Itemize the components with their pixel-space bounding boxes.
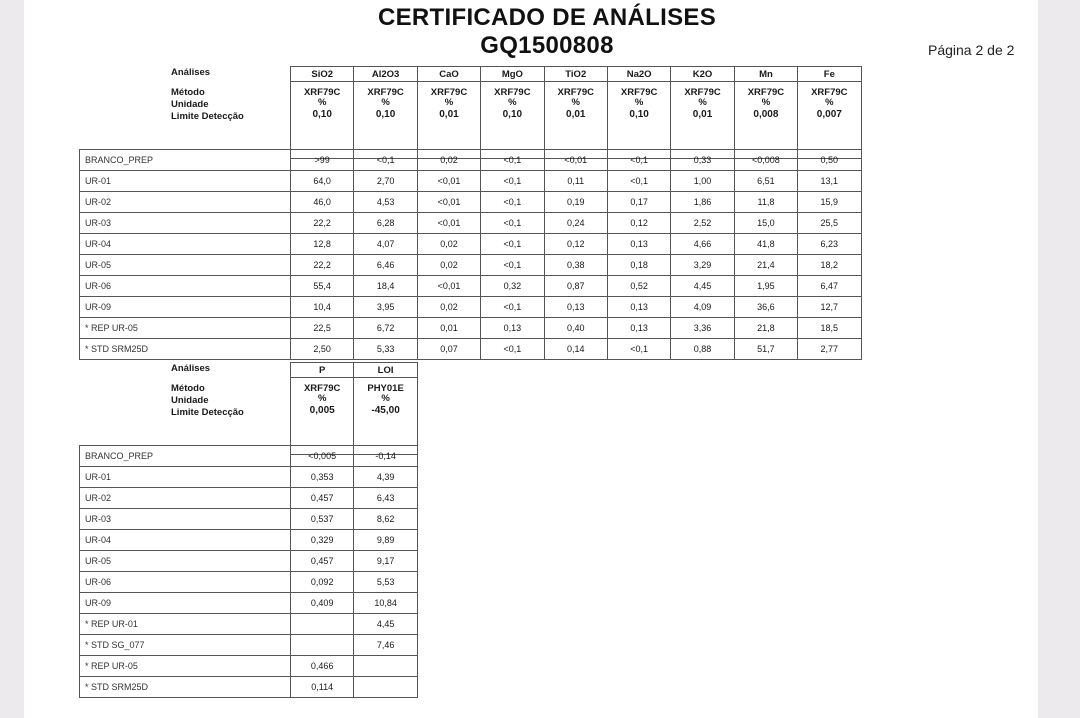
result-cell: 0,114 [291, 677, 354, 698]
result-cell: 8,62 [354, 509, 417, 530]
unit-value: % [444, 97, 454, 108]
sample-name: UR-06 [80, 276, 291, 297]
result-cell: 0,88 [671, 339, 734, 360]
method-code: XRF79C [494, 87, 531, 98]
result-cell: 6,23 [798, 234, 861, 255]
result-cell: 64,0 [291, 171, 354, 192]
result-cell: 0,13 [607, 297, 670, 318]
result-cell: 0,353 [291, 467, 354, 488]
analyte-header: SiO2 [291, 67, 354, 82]
table-row [80, 488, 418, 509]
result-cell: 6,46 [354, 255, 417, 276]
result-cell: 5,53 [354, 572, 417, 593]
method-cell [798, 82, 861, 159]
result-cell: 0,02 [417, 297, 480, 318]
analyte-row [291, 67, 862, 82]
detection-limit-value: 0,01 [439, 109, 459, 120]
table-row [80, 276, 862, 297]
result-cell: 2,50 [291, 339, 354, 360]
result-cell: 0,32 [481, 276, 544, 297]
result-cell: 22,2 [291, 255, 354, 276]
result-cell: 3,36 [671, 318, 734, 339]
result-cell: <0,1 [481, 150, 544, 171]
result-cell: 0,537 [291, 509, 354, 530]
result-cell: 22,2 [291, 213, 354, 234]
result-cell: 0,18 [607, 255, 670, 276]
result-cell: <0,1 [354, 150, 417, 171]
result-cell: 0,11 [544, 171, 607, 192]
result-cell: 6,43 [354, 488, 417, 509]
result-cell: 12,7 [798, 297, 861, 318]
method-cell [354, 82, 417, 159]
result-cell: 12,8 [291, 234, 354, 255]
result-cell: <0,1 [481, 192, 544, 213]
method-code: XRF79C [367, 87, 404, 98]
table-row [80, 255, 862, 276]
result-cell: 4,45 [354, 614, 417, 635]
result-cell: 46,0 [291, 192, 354, 213]
result-cell: 9,89 [354, 530, 417, 551]
sample-name: UR-02 [80, 488, 291, 509]
table-row [80, 614, 418, 635]
table2-header-labels [171, 363, 244, 419]
table-row [80, 150, 862, 171]
label-unit: Unidade [171, 395, 209, 406]
result-cell: 22,5 [291, 318, 354, 339]
result-cell: 0,457 [291, 488, 354, 509]
result-cell: <0,1 [481, 297, 544, 318]
method-code: XRF79C [811, 87, 848, 98]
certificate-title: CERTIFICADO DE ANÁLISES [377, 4, 717, 31]
analyte-header: LOI [354, 363, 417, 378]
method-cell [607, 82, 670, 159]
result-cell: 36,6 [734, 297, 797, 318]
method-row [291, 378, 418, 455]
result-cell: 2,52 [671, 213, 734, 234]
result-cell: 1,95 [734, 276, 797, 297]
table1-results-grid [79, 149, 862, 360]
result-cell: 3,29 [671, 255, 734, 276]
table-row [80, 446, 418, 467]
label-detection-limit: Limite Detecção [171, 111, 244, 122]
method-code: XRF79C [430, 87, 468, 98]
label-detection-limit: Limite Detecção [171, 407, 244, 418]
detection-limit-value: 0,10 [629, 109, 649, 120]
method-code: XRF79C [747, 87, 785, 98]
result-cell: <0,1 [481, 339, 544, 360]
result-cell: 41,8 [734, 234, 797, 255]
result-cell: 0,38 [544, 255, 607, 276]
result-cell: 0,092 [291, 572, 354, 593]
result-cell: 18,5 [798, 318, 861, 339]
result-cell: 1,86 [671, 192, 734, 213]
sample-name: * STD SG_077 [80, 635, 291, 656]
analyte-header: P [291, 363, 354, 378]
method-code: XRF79C [303, 383, 341, 394]
sample-name: UR-05 [80, 255, 291, 276]
result-cell: 13,1 [798, 171, 861, 192]
table-row [80, 635, 418, 656]
result-cell: <0,01 [417, 171, 480, 192]
detection-limit-value: -45,00 [371, 405, 400, 416]
result-cell: <0,1 [481, 234, 544, 255]
result-cell: 4,53 [354, 192, 417, 213]
result-cell: 0,13 [607, 234, 670, 255]
unit-value: % [825, 97, 834, 108]
unit-value: % [698, 97, 707, 108]
detection-limit-value: 0,005 [309, 405, 335, 416]
result-cell: 55,4 [291, 276, 354, 297]
label-method: Método [171, 87, 205, 98]
table-row [80, 572, 418, 593]
result-cell: 4,66 [671, 234, 734, 255]
table-row [80, 234, 862, 255]
sample-name: BRANCO_PREP [80, 150, 291, 171]
result-cell: 21,8 [734, 318, 797, 339]
detection-limit-value: 0,008 [753, 109, 779, 120]
result-cell: 0,13 [544, 297, 607, 318]
table-row [80, 593, 418, 614]
result-cell [291, 614, 354, 635]
result-cell: 0,40 [544, 318, 607, 339]
result-cell: <0,1 [607, 150, 670, 171]
result-cell: 0,07 [417, 339, 480, 360]
analyte-row [291, 363, 418, 378]
sample-name: * REP UR-05 [80, 656, 291, 677]
result-cell: 51,7 [734, 339, 797, 360]
sample-name: UR-04 [80, 234, 291, 255]
sample-name: UR-06 [80, 572, 291, 593]
result-cell: 10,4 [291, 297, 354, 318]
table1-header-labels [171, 67, 244, 123]
table-row [80, 318, 862, 339]
table-row [80, 171, 862, 192]
method-code: XRF79C [684, 87, 721, 98]
certificate-number: GQ1500808 [480, 32, 614, 59]
result-cell: 2,70 [354, 171, 417, 192]
result-cell: 0,02 [417, 234, 480, 255]
result-cell: 5,33 [354, 339, 417, 360]
result-cell: <0,1 [481, 255, 544, 276]
unit-value: % [571, 97, 580, 108]
method-cell [291, 82, 354, 159]
detection-limit-value: 0,007 [816, 109, 842, 120]
result-cell: 0,13 [607, 318, 670, 339]
table1-column-headers [290, 66, 862, 159]
unit-value: % [508, 97, 517, 108]
result-cell: <0,008 [734, 150, 797, 171]
result-cell: 0,457 [291, 551, 354, 572]
table-row [80, 339, 862, 360]
method-cell [734, 82, 797, 159]
table-row [80, 467, 418, 488]
sample-name: UR-09 [80, 593, 291, 614]
result-cell: 0,409 [291, 593, 354, 614]
result-cell: <0,1 [607, 339, 670, 360]
sample-name: * REP UR-01 [80, 614, 291, 635]
table-row [80, 213, 862, 234]
method-cell [291, 378, 354, 455]
result-cell: <0,1 [481, 213, 544, 234]
label-analyses: Análises [171, 67, 211, 78]
result-cell: 15,0 [734, 213, 797, 234]
result-cell: 15,9 [798, 192, 861, 213]
result-cell: <0,005 [291, 446, 354, 467]
result-cell: 0,466 [291, 656, 354, 677]
analyte-header: Mn [734, 67, 797, 82]
result-cell: 4,45 [671, 276, 734, 297]
table2-column-headers [290, 362, 418, 455]
unit-value: % [381, 97, 390, 108]
method-cell [544, 82, 607, 159]
result-cell: <0,1 [481, 171, 544, 192]
table-row [80, 509, 418, 530]
detection-limit-value: 0,01 [692, 109, 713, 120]
analyte-header: Na2O [607, 67, 670, 82]
result-cell: <0,1 [607, 171, 670, 192]
result-cell: 6,47 [798, 276, 861, 297]
analyte-header: K2O [671, 67, 734, 82]
sample-name: UR-05 [80, 551, 291, 572]
page-number: Página 2 de 2 [928, 42, 1015, 58]
sample-name: UR-09 [80, 297, 291, 318]
result-cell: 21,4 [734, 255, 797, 276]
method-cell [354, 378, 417, 455]
result-cell: 4,39 [354, 467, 417, 488]
table-row [80, 530, 418, 551]
result-cell: <0,01 [417, 213, 480, 234]
label-unit: Unidade [171, 99, 209, 110]
unit-value: % [761, 97, 771, 108]
result-cell: 0,12 [607, 213, 670, 234]
analyte-header: Al2O3 [354, 67, 417, 82]
sample-name: UR-01 [80, 467, 291, 488]
result-cell: 0,52 [607, 276, 670, 297]
result-cell [354, 656, 417, 677]
method-code: XRF79C [620, 87, 658, 98]
result-cell: 11,8 [734, 192, 797, 213]
label-method: Método [171, 383, 205, 394]
result-cell: 18,4 [354, 276, 417, 297]
result-cell: 18,2 [798, 255, 861, 276]
sample-name: UR-01 [80, 171, 291, 192]
result-cell: 25,5 [798, 213, 861, 234]
sample-name: UR-02 [80, 192, 291, 213]
result-cell: 2,77 [798, 339, 861, 360]
detection-limit-value: 0,10 [375, 109, 396, 120]
result-cell: 0,50 [798, 150, 861, 171]
method-row [291, 82, 862, 159]
sample-name: UR-03 [80, 509, 291, 530]
method-cell [671, 82, 734, 159]
result-cell [354, 677, 417, 698]
analyte-header: Fe [798, 67, 861, 82]
detection-limit-value: 0,10 [312, 109, 332, 120]
result-cell: 4,09 [671, 297, 734, 318]
result-cell: 0,13 [481, 318, 544, 339]
result-cell: <0,01 [417, 276, 480, 297]
result-cell: 0,33 [671, 150, 734, 171]
method-code: XRF79C [557, 87, 594, 98]
unit-value: % [317, 97, 327, 108]
result-cell: <0,01 [544, 150, 607, 171]
result-cell: 6,51 [734, 171, 797, 192]
table-row [80, 192, 862, 213]
result-cell: 0,12 [544, 234, 607, 255]
detection-limit-value: 0,10 [502, 109, 523, 120]
result-cell [291, 635, 354, 656]
sample-name: * REP UR-05 [80, 318, 291, 339]
method-code: PHY01E [367, 383, 404, 394]
result-cell: 7,46 [354, 635, 417, 656]
unit-value: % [634, 97, 644, 108]
result-cell: 0,02 [417, 150, 480, 171]
table-row [80, 656, 418, 677]
result-cell: 0,87 [544, 276, 607, 297]
sample-name: BRANCO_PREP [80, 446, 291, 467]
result-cell: <0,01 [417, 192, 480, 213]
unit-value: % [317, 393, 327, 404]
analyte-header: CaO [417, 67, 480, 82]
method-cell [417, 82, 480, 159]
table-row [80, 551, 418, 572]
result-cell: 0,01 [417, 318, 480, 339]
result-cell: 9,17 [354, 551, 417, 572]
result-cell: 1,00 [671, 171, 734, 192]
result-cell: 10,84 [354, 593, 417, 614]
sample-name: * STD SRM25D [80, 677, 291, 698]
table2-results-grid [79, 445, 418, 698]
result-cell: 0,329 [291, 530, 354, 551]
label-analyses: Análises [171, 363, 211, 374]
detection-limit-value: 0,01 [566, 109, 586, 120]
sample-name: UR-04 [80, 530, 291, 551]
result-cell: 4,07 [354, 234, 417, 255]
table-row [80, 677, 418, 698]
result-cell: 0,24 [544, 213, 607, 234]
result-cell: 0,17 [607, 192, 670, 213]
analyte-header: MgO [481, 67, 544, 82]
result-cell: 0,19 [544, 192, 607, 213]
analyte-header: TiO2 [544, 67, 607, 82]
result-cell: 0,14 [544, 339, 607, 360]
result-cell: -0,14 [354, 446, 417, 467]
result-cell: 3,95 [354, 297, 417, 318]
method-code: XRF79C [303, 87, 341, 98]
result-cell: 6,28 [354, 213, 417, 234]
method-cell [481, 82, 544, 159]
result-cell: 0,02 [417, 255, 480, 276]
result-cell: 6,72 [354, 318, 417, 339]
unit-value: % [381, 393, 390, 404]
result-cell: >99 [291, 150, 354, 171]
sample-name: * STD SRM25D [80, 339, 291, 360]
sample-name: UR-03 [80, 213, 291, 234]
table-row [80, 297, 862, 318]
